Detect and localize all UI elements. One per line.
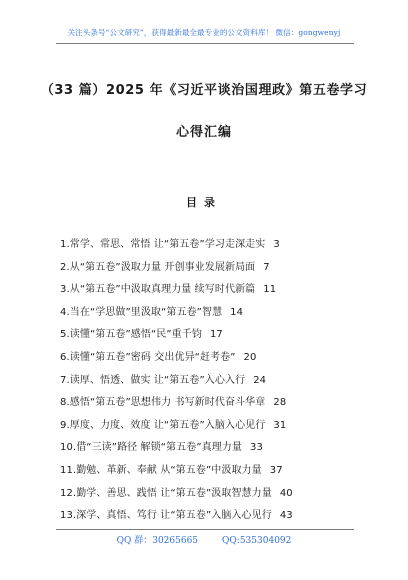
toc-entry-page: 40 [279, 487, 293, 499]
toc-entry[interactable] [60, 505, 360, 528]
toc-entry[interactable] [60, 392, 360, 415]
toc-entry-title: 13.深学、真悟、笃行 让“第五卷”入脑入心见行 [60, 510, 272, 522]
toc-entry-title: 11.勤勉、革新、奉献 从“第五卷”中汲取力量 [60, 464, 262, 476]
toc-entry-title: 5.读懂“第五卷”感悟“民”重千钧 [60, 329, 202, 341]
toc-entry-page: 11 [263, 284, 277, 296]
footer-divider [56, 529, 354, 530]
toc-entry[interactable] [60, 483, 360, 506]
footer-qq: QQ:535304092 [222, 536, 292, 546]
toc-entry[interactable] [60, 234, 360, 257]
footer-qq-group: QQ 群：30265665 [116, 536, 199, 546]
toc-entry-page: 28 [273, 397, 287, 409]
toc-entry-page: 24 [253, 374, 267, 386]
toc-entry[interactable] [60, 415, 360, 438]
toc-entry-page: 37 [269, 464, 283, 476]
toc-entry[interactable] [60, 370, 360, 393]
toc-entry-title: 9.厚度、力度、效度 让“第五卷”入脑入心见行 [60, 419, 266, 431]
toc-entry-title: 3.从“第五卷”中汲取真理力量 续写时代新篇 [60, 284, 256, 296]
document-title-line-2: 心得汇编 [175, 125, 232, 140]
toc-entry-title: 8.感悟“第五卷”思想伟力 书写新时代奋斗华章 [60, 397, 266, 409]
toc-entry-title: 6.读懂“第五卷”密码 交出优异“赶考卷” [60, 351, 236, 363]
document-title-line-1: （33 篇）2025 年《习近平谈治国理政》第五卷学习 [40, 83, 368, 98]
table-of-contents [60, 234, 360, 528]
header-notice: 关注头条号“公文研究”，获得最新最全最专业的公文资料库！ 微信：gongwenyj [67, 28, 341, 37]
toc-entry-page: 7 [263, 261, 270, 273]
toc-entry[interactable] [60, 460, 360, 483]
toc-entry-title: 10.借“三读”路径 解锁“第五卷”真理力量 [60, 442, 243, 454]
toc-entry[interactable] [60, 257, 360, 280]
toc-entry-title: 12.勤学、善思、践悟 让“第五卷”汲取智慧力量 [60, 487, 272, 499]
toc-entry-page: 31 [273, 419, 287, 431]
toc-entry-title: 2.从“第五卷”汲取力量 开创事业发展新局面 [60, 261, 256, 273]
toc-entry[interactable] [60, 347, 360, 370]
toc-entry-title: 7.读厚、悟透、做实 让“第五卷”入心入行 [60, 374, 246, 386]
toc-entry-page: 43 [279, 510, 293, 522]
toc-entry[interactable] [60, 437, 360, 460]
header-divider [56, 43, 354, 44]
toc-entry-page: 33 [250, 442, 263, 454]
toc-heading: 目录 [186, 196, 222, 209]
toc-entry-page: 3 [273, 239, 280, 250]
toc-entry[interactable] [60, 302, 360, 325]
toc-entry[interactable] [60, 279, 360, 302]
toc-entry-title: 1.常学、常思、常悟 让“第五卷”学习走深走实 [60, 239, 266, 250]
footer-contacts [0, 533, 408, 546]
toc-entry-page: 20 [243, 351, 257, 363]
toc-entry-page: 17 [209, 329, 223, 341]
toc-entry-page: 14 [230, 306, 244, 318]
toc-entry-title: 4.当在“学思做”里汲取“第五卷”智慧 [60, 306, 223, 318]
toc-entry[interactable] [60, 324, 360, 347]
